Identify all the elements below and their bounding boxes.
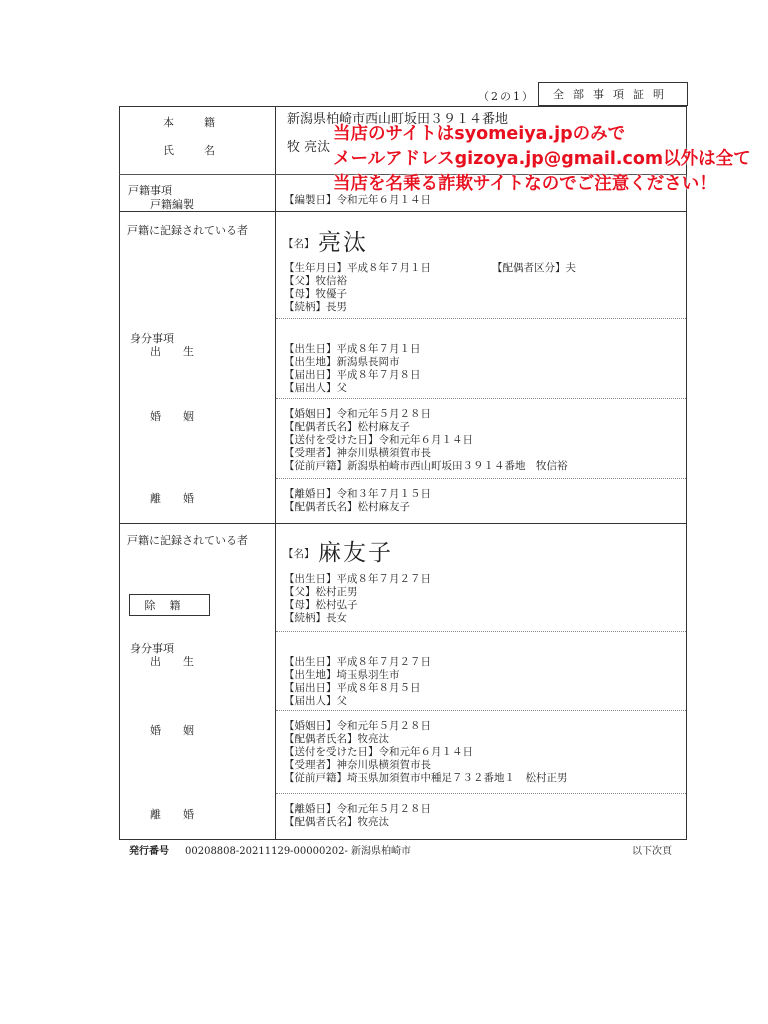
mibun-label: 身分事項 — [130, 332, 174, 345]
event-line: 【配偶者氏名】牧亮汰 — [284, 816, 389, 828]
event-line: 【配偶者氏名】松村麻友子 — [284, 501, 410, 513]
warning-notice-line: メールアドレスgizoya.jp@gmail.com以外は全て — [333, 149, 751, 169]
event-line: 【送付を受けた日】令和元年６月１４日 — [284, 434, 473, 446]
event-label-birth: 出生 — [150, 345, 216, 358]
hensei-value: 【編製日】令和元年６月１４日 — [284, 194, 431, 206]
shimei-label: 氏名 — [163, 144, 245, 157]
profile-line: 【出生日】平成８年７月２７日 — [284, 573, 431, 585]
removed-stamp: 除籍 — [129, 594, 210, 616]
event-line: 【従前戸籍】埼玉県加須賀市中種足７３２番地１ 松村正男 — [284, 772, 568, 784]
event-line: 【婚姻日】令和元年５月２８日 — [284, 720, 431, 732]
event-line: 【出生日】平成８年７月１日 — [284, 343, 421, 355]
event-line: 【届出人】父 — [284, 382, 347, 394]
profile-line: 【父】牧信裕 — [284, 275, 347, 287]
person-name: 亮汰 — [318, 230, 368, 256]
koseki-hensei-label: 戸籍編製 — [150, 198, 194, 211]
mibun-label: 身分事項 — [130, 642, 174, 655]
person-name: 麻友子 — [318, 540, 393, 566]
event-label-divorce: 離婚 — [150, 808, 216, 821]
profile-line: 【続柄】長女 — [284, 612, 347, 624]
event-line: 【出生地】新潟県長岡市 — [284, 356, 400, 368]
next-page-note: 以下次頁 — [632, 846, 672, 857]
spouse-status: 【配偶者区分】夫 — [492, 262, 576, 274]
rule-dotted-4 — [276, 631, 686, 632]
event-line: 【婚姻日】令和元年５月２８日 — [284, 408, 431, 420]
shimei-value: 牧 亮汰 — [287, 140, 331, 155]
rule-dotted-5 — [276, 710, 686, 711]
profile-line: 【生年月日】平成８年７月１日 — [284, 262, 431, 274]
event-line: 【受理者】神奈川県横須賀市長 — [284, 447, 431, 459]
rule-dotted-6 — [276, 793, 686, 794]
rule-dotted-2 — [276, 398, 686, 399]
profile-line: 【母】牧優子 — [284, 288, 347, 300]
certificate-type-box: 全部事項証明 — [538, 82, 688, 106]
issue-number: 00208808-20211129-00000202- 新潟県柏崎市 — [185, 846, 412, 857]
rule-dotted-3 — [276, 478, 686, 479]
event-line: 【出生日】平成８年７月２７日 — [284, 656, 431, 668]
name-tag: 【名】 — [283, 548, 315, 560]
event-line: 【送付を受けた日】令和元年６月１４日 — [284, 746, 473, 758]
event-line: 【届出日】平成８年７月８日 — [284, 369, 421, 381]
honseki-value: 新潟県柏崎市西山町坂田３９１４番地 — [287, 112, 509, 127]
event-line: 【離婚日】令和３年７月１５日 — [284, 488, 431, 500]
warning-notice-line: 当店を名乗る詐欺サイトなのでご注意ください！ — [333, 174, 717, 194]
event-label-birth: 出生 — [150, 655, 216, 668]
event-line: 【配偶者氏名】松村麻友子 — [284, 421, 410, 433]
event-label-marriage: 婚姻 — [150, 410, 216, 423]
event-line: 【届出人】父 — [284, 695, 347, 707]
koseki-jiko-label: 戸籍事項 — [128, 184, 172, 197]
honseki-label: 本籍 — [163, 116, 245, 129]
person-section-label: 戸籍に記録されている者 — [127, 534, 248, 547]
event-line: 【出生地】埼玉県羽生市 — [284, 669, 400, 681]
event-line: 【従前戸籍】新潟県柏崎市西山町坂田３９１４番地 牧信裕 — [284, 460, 568, 472]
profile-line: 【父】松村正男 — [284, 586, 358, 598]
column-divider — [275, 106, 276, 840]
profile-line: 【続柄】長男 — [284, 301, 347, 313]
issue-number-label: 発行番号 — [129, 846, 169, 857]
page-indicator: （2の1） — [478, 90, 535, 103]
name-tag: 【名】 — [283, 238, 315, 250]
event-line: 【配偶者氏名】牧亮汰 — [284, 733, 389, 745]
warning-notice-line: 当店のサイトはsyomeiya.jpのみで — [333, 124, 626, 144]
event-line: 【受理者】神奈川県横須賀市長 — [284, 759, 431, 771]
rule-dotted-1 — [276, 318, 686, 319]
profile-line: 【母】松村弘子 — [284, 599, 358, 611]
rule-person-divider — [119, 523, 687, 524]
event-label-divorce: 離婚 — [150, 492, 216, 505]
event-line: 【届出日】平成８年８月５日 — [284, 682, 421, 694]
event-line: 【離婚日】令和元年５月２８日 — [284, 803, 431, 815]
rule-hensei — [119, 211, 687, 212]
person-section-label: 戸籍に記録されている者 — [127, 224, 248, 237]
event-label-marriage: 婚姻 — [150, 724, 216, 737]
